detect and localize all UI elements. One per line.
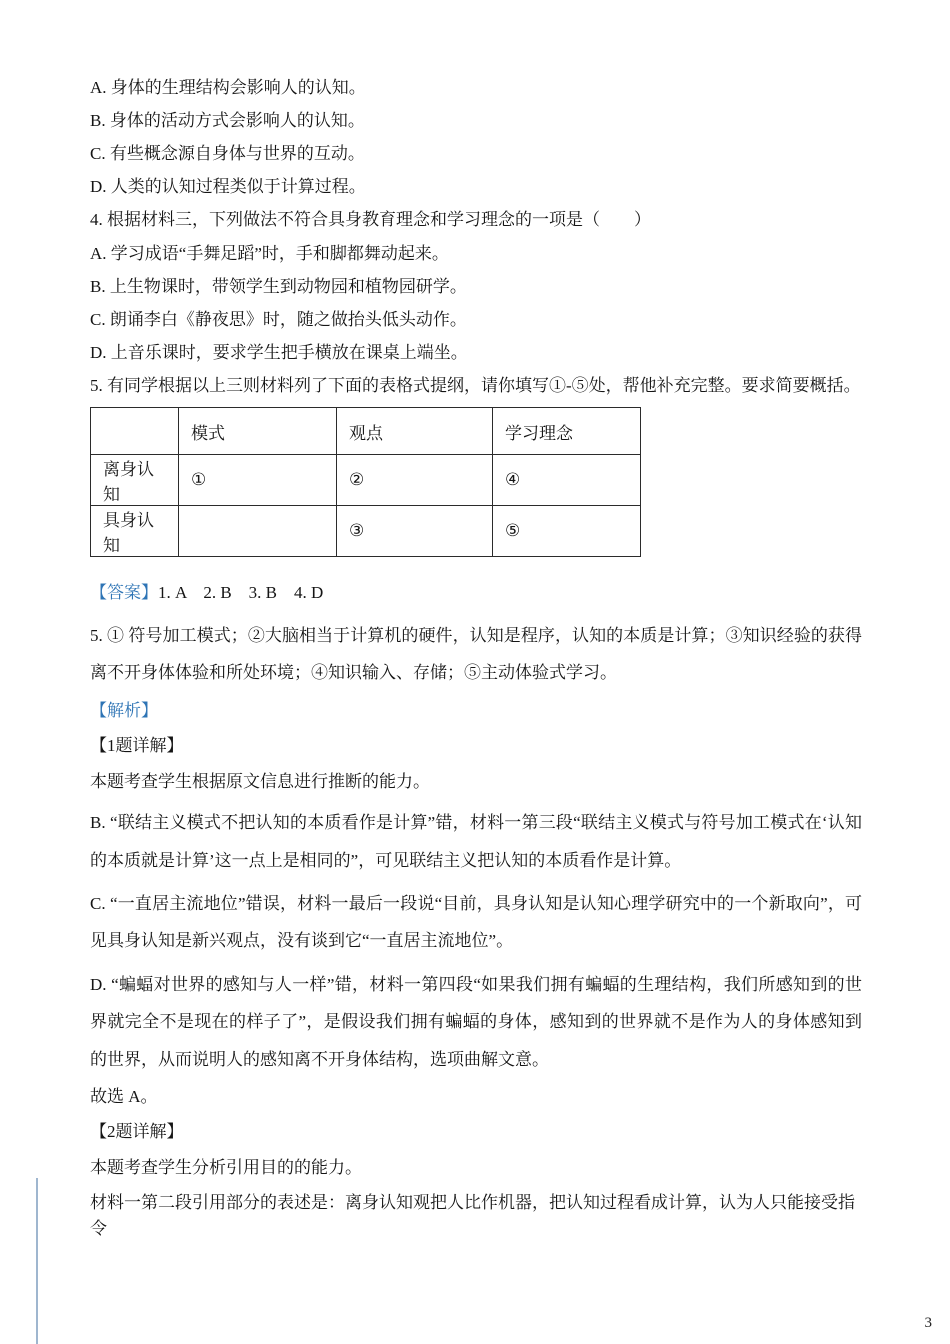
table-row-label-jushen: 具身认知	[91, 506, 179, 557]
table-row-label-lishen: 离身认知	[91, 455, 179, 506]
detail1-point-d: D. “蝙蝠对世界的感知与人一样”错，材料一第四段“如果我们拥有蝙蝠的生理结构，我们所感知到的世界就完全不是现在的样子了”，是假设我们拥有蝙蝠的身体，感知到的世界就不是作为人的身体感知到的世界，从而说明人的感知离不开身体结构，选项曲解文意。	[90, 974, 862, 1069]
detail1-point-b: B. “联结主义模式不把认知的本质看作是计算”错，材料一第三段“联结主义模式与符号加工模式在‘认知的本质就是计算’这一点上是相同的”，可见联结主义把认知的本质看作是计算。	[90, 813, 862, 870]
answer-text: 1. A 2. B 3. B 4. D	[158, 583, 324, 603]
detail1-heading: 【1题详解】	[90, 736, 184, 756]
table-cell-3: ③	[337, 506, 493, 557]
analysis-label: 【解析】	[90, 700, 158, 720]
detail2-heading: 【2题详解】	[90, 1122, 184, 1142]
table-header-row	[91, 408, 641, 455]
table-header-viewpoint: 观点	[337, 408, 493, 455]
q4-option-c: C. 朗诵李白《静夜思》时，随之做抬头低头动作。	[90, 309, 467, 329]
q5-stem: 5. 有同学根据以上三则材料列了下面的表格式提纲，请你填写①-⑤处，帮他补充完整。要求简要概括。	[90, 375, 861, 395]
q4-option-b: B. 上生物课时，带领学生到动物园和植物园研学。	[90, 276, 467, 296]
page-content	[90, 76, 862, 1251]
q4-stem: 4. 根据材料三，下列做法不符合具身教育理念和学习理念的一项是（ ）	[90, 210, 651, 230]
table-cell-4: ④	[493, 455, 641, 506]
q5-outline-table	[90, 407, 641, 557]
left-edge-line	[36, 1178, 38, 1344]
answer-label: 【答案】	[90, 583, 158, 603]
detail2-intro: 本题考查学生分析引用目的的能力。	[90, 1157, 362, 1177]
table-header-mode: 模式	[179, 408, 337, 455]
q3-option-c: C. 有些概念源自身体与世界的互动。	[90, 144, 365, 164]
answer-line	[90, 581, 862, 605]
page-number: 3	[924, 1315, 932, 1331]
detail1-intro: 本题考查学生根据原文信息进行推断的能力。	[90, 771, 430, 791]
table-cell-2: ②	[337, 455, 493, 506]
table-row-jushen	[91, 506, 641, 557]
q3-option-a: A. 身体的生理结构会影响人的认知。	[90, 78, 366, 97]
detail1-point-c: C. “一直居主流地位”错误，材料一最后一段说“目前，具身认知是认知心理学研究中的一个新取向”，可见具身认知是新兴观点，没有谈到它“一直居主流地位”。	[90, 893, 862, 951]
detail1-conclusion: 故选 A。	[90, 1086, 158, 1106]
detail2-body: 材料一第二段引用部分的表述是：离身认知观把人比作机器，把认知过程看成计算，认为人只能接受指令	[90, 1193, 855, 1238]
q5-outline-table-wrap	[90, 407, 862, 557]
q4-option-a: A. 学习成语“手舞足蹈”时，手和脚都舞动起来。	[90, 243, 449, 263]
table-cell-empty	[179, 506, 337, 557]
table-corner-cell	[91, 408, 179, 455]
answer-q5: 5. ① 符号加工模式；②大脑相当于计算机的硬件，认知是程序，认知的本质是计算；③知识经验的获得离不开身体体验和所处环境；④知识输入、存储；⑤主动体验式学习。	[90, 625, 862, 683]
table-row-lishen	[91, 455, 641, 506]
q3-option-b: B. 身体的活动方式会影响人的认知。	[90, 111, 365, 131]
table-cell-5: ⑤	[493, 506, 641, 557]
q3-option-d: D. 人类的认知过程类似于计算过程。	[90, 177, 366, 197]
q4-option-d: D. 上音乐课时，要求学生把手横放在课桌上端坐。	[90, 342, 468, 362]
table-header-learning: 学习理念	[493, 408, 641, 455]
table-cell-1: ①	[179, 455, 337, 506]
